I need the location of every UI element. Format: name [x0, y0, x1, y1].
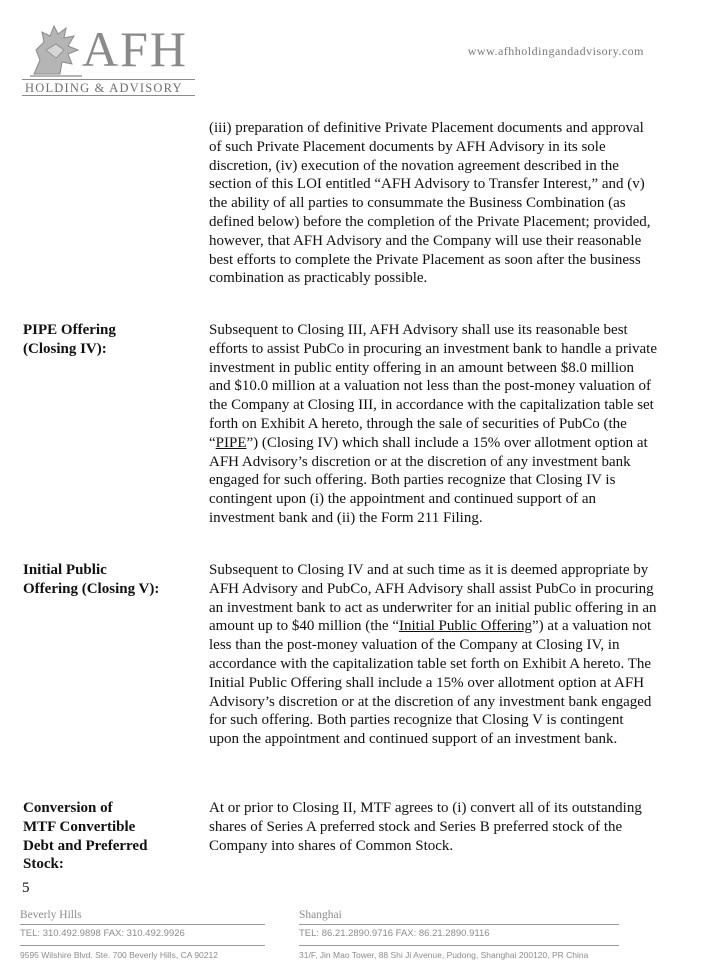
footer-address: 9595 Wilshire Blvd. Ste. 700 Beverly Hills, CA 90212 [20, 945, 265, 966]
footer-office-shanghai [299, 908, 619, 966]
footer-phone: TEL: 310.492.9898 FAX: 310.492.9926 [20, 924, 265, 945]
section-text-initial-public-offering [209, 561, 657, 749]
section-label-conversion [23, 799, 198, 874]
text-segment: Subsequent to Closing IV and at such time as it is deemed appropriate by AFH Advisory and PubCo, AFH Advisory shall assist PubCo in procuring an investment bank to act as underwriter for an initial public offering in an amount up to $40 million (the “ [209, 562, 657, 635]
section-label-pipe-offering [23, 321, 198, 359]
footer-office-beverly-hills [20, 908, 265, 966]
footer-phone: TEL: 86.21.2890.9716 FAX: 86.21.2890.9116 [299, 924, 619, 945]
page-number: 5 [22, 880, 30, 896]
text-segment: ”) (Closing IV) which shall include a 15% over allotment option at AFH Advisory’s discretion or at the discretion of any investment bank engaged for such offering. Both parties recognize that Closing IV is contingent upon (i) the appointment and continued support of an investment bank and (ii) the Form 211 Filing. [209, 434, 648, 526]
footer-city: Shanghai [299, 909, 342, 921]
section-text-pipe-offering [209, 321, 657, 528]
label-line: PIPE Offering [23, 322, 116, 338]
label-line: Stock: [23, 856, 64, 873]
griffin-emblem-icon [26, 20, 86, 80]
defined-term-ipo: Initial Public Offering [398, 618, 533, 635]
text-segment: ”) at a valuation not less than the post-money valuation of the Company at Closing IV, in accordance with the capitalization table set forth on Exhibit A hereto. The Initial Public Offering shall include a 15% over allotment option at AFH Advisory’s discretion or at the discretion of any investment bank engaged for such offering. Both parties recognize that Closing V is contingent upon the appointment and continued support of an investment bank. [209, 618, 652, 748]
intro-paragraph [209, 119, 657, 288]
defined-term-pipe: PIPE [215, 434, 247, 451]
label-line: Debt and Preferred [23, 837, 148, 854]
label-line: Conversion of [23, 800, 113, 816]
text-segment: At or prior to Closing II, MTF agrees to (i) convert all of its outstanding shares of Series A preferred stock and Series B preferred stock of the Company into shares of Common Stock. [209, 800, 642, 854]
website-url: www.afhholdingandadvisory.com [467, 44, 644, 58]
section-label-initial-public-offering [23, 561, 198, 599]
intro-text: (iii) preparation of definitive Private Placement documents and approval of such Private Placement documents by AFH Advisory in its sole discretion, (iv) execution of the novation agreement described in the section of this LOI entitled “AFH Advisory to Transfer Interest,” and (v) the ability of all parties to consummate the Business Combination (as defined below) before the completion of the Private Placement; provided, however, that AFH Advisory and the Company will use their reasonable best efforts to complete the Private Placement as soon after the business combination as practicably possible. [209, 120, 651, 287]
logo-tagline: HOLDING & ADVISORY [22, 79, 195, 96]
label-line: Offering (Closing V): [23, 580, 160, 597]
footer-address: 31/F, Jin Mao Tower, 88 Shi Ji Avenue, Pudong, Shanghai 200120, PR China [299, 945, 619, 966]
logo-brand: AFH [82, 21, 189, 77]
company-logo [20, 18, 195, 98]
label-line: MTF Convertible [23, 818, 136, 835]
section-text-conversion [209, 799, 657, 855]
label-line: Initial Public [23, 562, 107, 578]
text-segment: Subsequent to Closing III, AFH Advisory shall use its reasonable best efforts to assist PubCo in procuring an investment bank to handle a private investment in public entity offering in an amount between $8.0 million and $10.0 million at a valuation not less than the post-money valuation of the Company at Closing III, in accordance with the capitalization table set forth on Exhibit A hereto, through the sale of securities of PubCo (the “ [209, 322, 657, 451]
label-line: (Closing IV): [23, 340, 107, 357]
footer-city: Beverly Hills [20, 909, 82, 921]
